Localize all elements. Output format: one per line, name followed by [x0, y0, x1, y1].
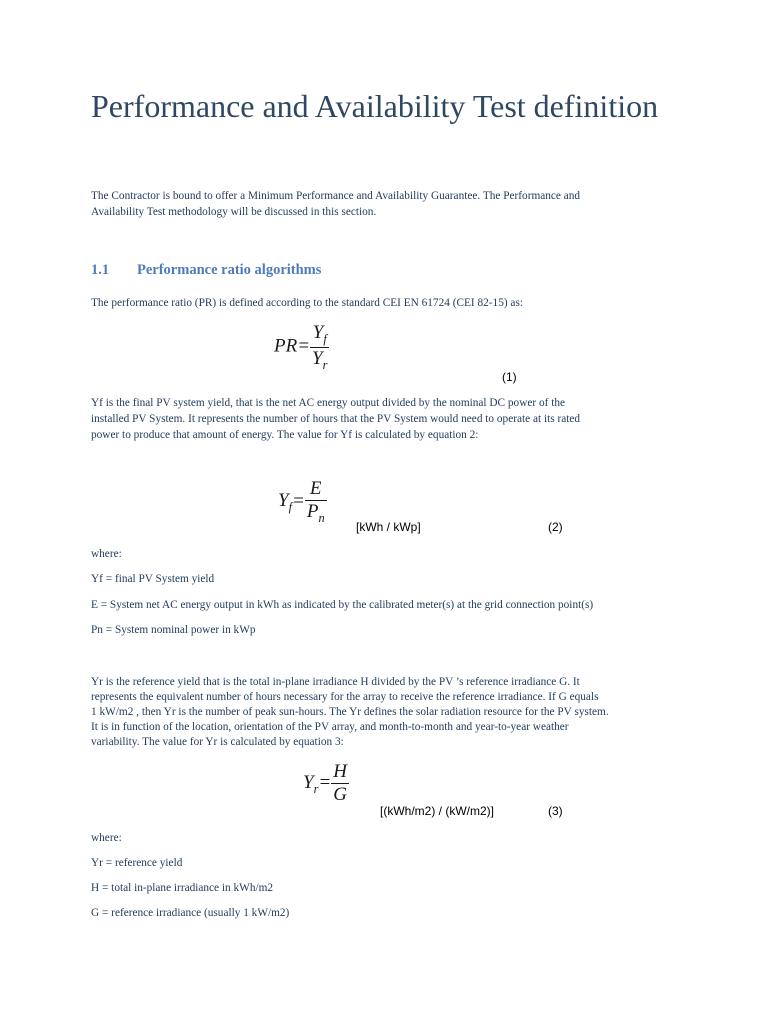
eq1-lhs: PR=	[274, 335, 311, 357]
eq1-number: (1)	[502, 370, 517, 384]
eq3-den: G	[333, 784, 347, 805]
eq1-den-sub: r	[322, 357, 328, 372]
eq2-lhs-sub: f	[288, 500, 293, 515]
eq3-lhs-sub: r	[313, 781, 319, 796]
section-heading	[91, 262, 321, 279]
section-title: Performance ratio algorithms	[137, 262, 322, 278]
eq2-unit: [kWh / kWp]	[356, 520, 421, 534]
eq2-den-sub: n	[318, 510, 325, 525]
eq2-lhs	[278, 490, 293, 515]
eq3-equals: =	[318, 771, 332, 793]
yr-paragraph-line-4: It is in function of the location, orientation of the PV array, and month-to-month and year-to-year weather	[91, 721, 569, 733]
where2-item-yr: Yr = reference yield	[91, 857, 183, 869]
eq2-lhs-main: Y	[278, 490, 289, 512]
yf-paragraph-line-2: installed PV System. It represents the number of hours that the PV System would need to operate at its rated	[91, 413, 581, 425]
yf-paragraph-line-3: power to produce that amount of energy. The value for Yf is calculated by equation 2:	[91, 429, 479, 441]
where1-item-yf: Yf = final PV System yield	[91, 573, 215, 585]
section-number: 1.1	[91, 262, 110, 278]
yr-paragraph-line-3: 1 kW/m2 , then Yr is the number of peak sun-hours. The Yr defines the solar radiation resource for the PV system.	[91, 706, 609, 718]
yr-paragraph-line-2: represents the equivalent number of hours necessary for the array to receive the reference irradiance. If G equals	[91, 691, 599, 703]
where-label-2: where:	[91, 832, 122, 844]
eq1-fraction	[310, 322, 329, 373]
yr-paragraph-line-1: Yr is the reference yield that is the total in-plane irradiance H divided by the PV ’s reference irradiance G. It	[91, 676, 580, 688]
intro-line-2: Availability Test methodology will be discussed in this section.	[91, 206, 377, 218]
eq2-num: E	[305, 478, 327, 501]
where1-item-e: E = System net AC energy output in kWh as indicated by the calibrated meter(s) at the grid connection point(s)	[91, 599, 594, 611]
yr-paragraph-line-5: variability. The value for Yr is calculated by equation 3:	[91, 736, 344, 748]
equation-3	[303, 761, 349, 806]
eq3-lhs	[303, 771, 319, 796]
where2-item-h: H = total in-plane irradiance in kWh/m2	[91, 882, 274, 894]
yf-paragraph-line-1: Yf is the final PV system yield, that is the net AC energy output divided by the nominal DC power of the	[91, 397, 565, 409]
page-title: Performance and Availability Test definition	[91, 88, 659, 124]
eq3-lhs-main: Y	[303, 771, 314, 793]
where-label-1: where:	[91, 548, 122, 560]
equation-1	[274, 322, 329, 373]
where1-item-pn: Pn = System nominal power in kWp	[91, 624, 256, 636]
eq1-den: Y	[312, 347, 323, 369]
pr-intro: The performance ratio (PR) is defined according to the standard CEI EN 61724 (CEI 82-15) as:	[91, 297, 523, 309]
eq2-equals: =	[292, 490, 305, 512]
eq3-num: H	[333, 761, 347, 782]
eq3-number: (3)	[548, 804, 563, 818]
equation-2	[278, 478, 327, 526]
eq3-fraction	[331, 761, 349, 806]
eq2-fraction	[305, 478, 327, 526]
intro-line-1: The Contractor is bound to offer a Minimum Performance and Availability Guarantee. The Performance and	[91, 190, 581, 202]
eq2-den: P	[306, 501, 319, 522]
eq1-num: Y	[312, 322, 324, 343]
eq1-num-sub: f	[323, 331, 327, 346]
eq2-number: (2)	[548, 520, 563, 534]
where2-item-g: G = reference irradiance (usually 1 kW/m2)	[91, 907, 290, 919]
eq3-unit: [(kWh/m2) / (kW/m2)]	[380, 804, 494, 818]
